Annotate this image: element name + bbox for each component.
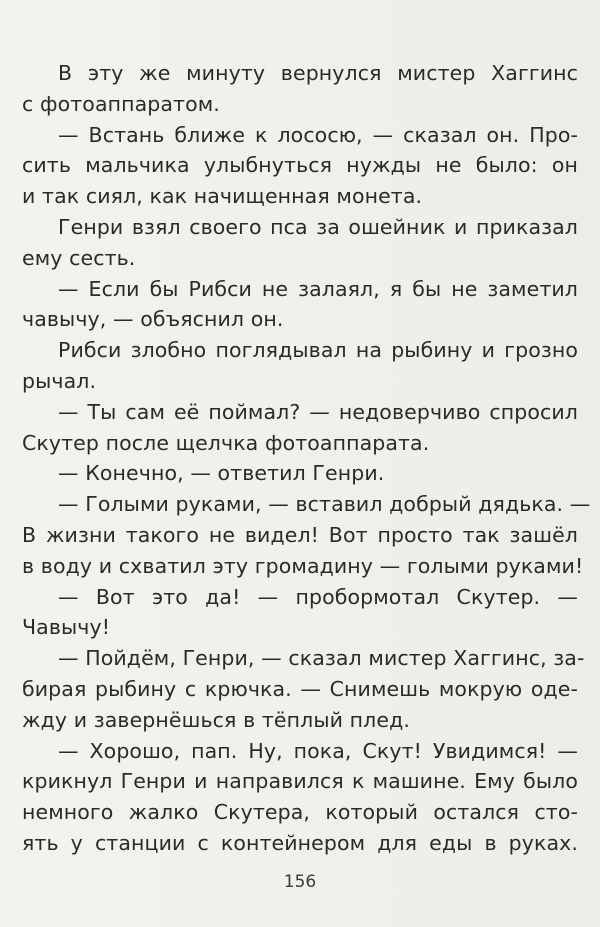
text-line: с фотоаппаратом.: [22, 91, 220, 116]
text-line: — Вот это да! — пробормотал Скутер. —: [58, 584, 578, 609]
text-line: немного жалко Скутера, который остался сто-: [22, 800, 578, 825]
text-line: В эту же минуту вернулся мистер Хаггинс: [58, 61, 578, 85]
text-line: — Пойдём, Генри, — сказал мистер Хаггинс, за-: [58, 646, 585, 671]
body-text: [22, 58, 591, 859]
text-line: и так сиял, как начищенная монета.: [22, 184, 423, 209]
text-line: Чавычу!: [22, 615, 111, 640]
text-line: — Хорошо, пап. Ну, пока, Скут! Увидимся! —: [58, 738, 578, 763]
text-line: сить мальчика улыбнуться нужды не было: он: [22, 153, 578, 178]
page-number: 156: [283, 872, 317, 892]
text-line: — Конечно, — ответил Генри.: [58, 461, 385, 486]
text-line: в воду и схватил эту громадину — голыми руками!: [22, 553, 584, 578]
text-line: Скутер после щелчка фотоаппарата.: [22, 430, 430, 455]
text-line: бирая рыбину с крючка. — Снимешь мокрую оде-: [22, 676, 578, 701]
text-line: — Ты сам её поймал? — недоверчиво спросил: [58, 399, 578, 424]
text-line: жду и завернёшься в тёплый плед.: [22, 707, 410, 732]
text-line: чавычу, — объяснил он.: [22, 307, 284, 332]
text-line: — Встань ближе к лососю, — сказал он. Про-: [58, 122, 578, 147]
text-line: Рибси злобно поглядывал на рыбину и грозно: [58, 338, 578, 363]
text-line: Генри взял своего пса за ошейник и приказал: [58, 214, 578, 239]
text-line: — Если бы Рибси не залаял, я бы не заметил: [58, 276, 578, 301]
text-line: крикнул Генри и направился к машине. Ему было: [22, 769, 578, 794]
text-line: В жизни такого не видел! Вот просто так зашёл: [22, 522, 578, 547]
text-line: ять у станции с контейнером для еды в руках.: [22, 830, 578, 855]
text-line: — Голыми руками, — вставил добрый дядька. —: [58, 492, 591, 517]
text-line: ему сесть.: [22, 245, 136, 270]
text-line: рычал.: [22, 368, 97, 393]
